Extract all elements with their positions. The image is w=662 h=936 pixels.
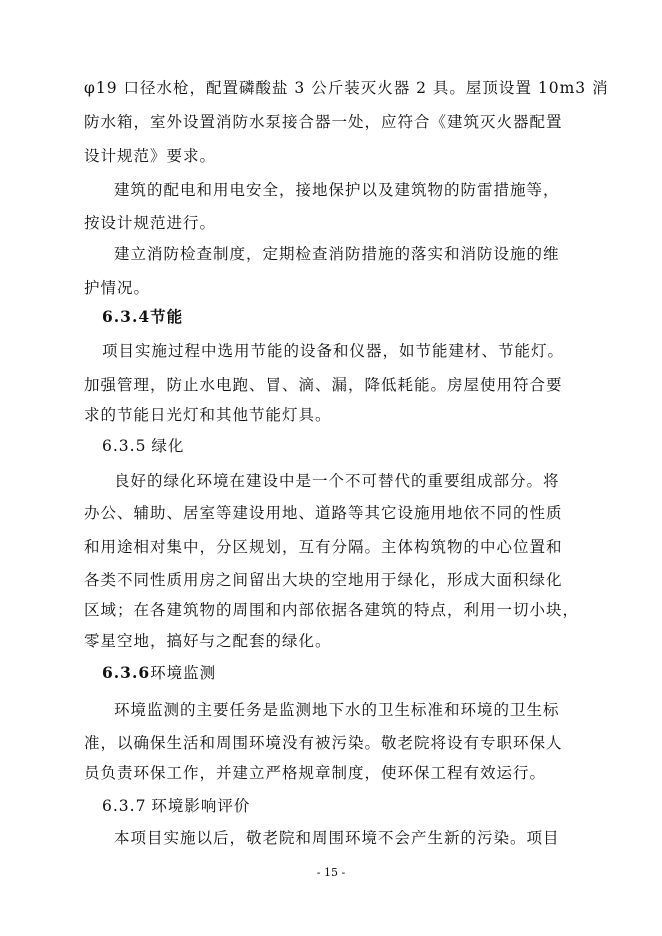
- text-line: 建筑的配电和用电安全，接地保护以及建筑物的防雷措施等，: [114, 181, 560, 199]
- text-line: 项目实施过程中选用节能的设备和仪器，如节能建材、节能灯。: [102, 342, 565, 360]
- section-title: 节能: [150, 307, 184, 326]
- section-number: 6.3.4: [102, 307, 151, 326]
- text-line: 按设计规范进行。: [84, 214, 217, 232]
- text-line: 求的节能日光灯和其他节能灯具。: [84, 406, 332, 424]
- section-heading-6-3-5: [102, 436, 184, 456]
- text-line: 护情况。: [84, 279, 151, 297]
- section-number: 6.3.7: [102, 797, 147, 815]
- text-line: 和用途相对集中，分区规划，互有分隔。主体构筑物的中心位置和: [84, 538, 563, 556]
- section-heading-6-3-7: [102, 796, 250, 816]
- text-line: 各类不同性质用房之间留出大块的空地用于绿化，形成大面积绿化: [84, 571, 563, 589]
- section-heading-6-3-4: [102, 307, 183, 327]
- section-title: 环境影响评价: [151, 797, 251, 815]
- text-line: 良好的绿化环境在建设中是一个不可替代的重要组成部分。将: [114, 472, 560, 490]
- text-line: 办公、辅助、居室等建设用地、道路等其它设施用地依不同的性质: [84, 504, 563, 522]
- text-line: 准，以确保生活和周围环境没有被污染。敬老院将设有专职环保人: [84, 734, 563, 752]
- text-line: 本项目实施以后，敬老院和周围环境不会产生新的污染。项目: [114, 829, 560, 847]
- section-title: 环境监测: [150, 664, 217, 682]
- text-line: 区域；在各建筑物的周围和内部依据各建筑的特点，利用一切小块，: [84, 601, 580, 619]
- text-line: φ19 口径水枪，配置磷酸盐 3 公斤装灭火器 2 具。屋顶设置 10m3 消: [84, 79, 609, 97]
- text-line: 加强管理，防止水电跑、冒、滴、漏，降低耗能。房屋使用符合要: [84, 376, 563, 394]
- text-line: 防水箱，室外设置消防水泵接合器一处，应符合《建筑灭火器配置: [84, 113, 563, 131]
- text-line: 员负责环保工作，并建立严格规章制度，使环保工程有效运行。: [84, 764, 547, 782]
- section-title: 绿化: [151, 437, 185, 455]
- section-number: 6.3.6: [102, 663, 151, 682]
- text-line: 零星空地，搞好与之配套的绿化。: [84, 632, 332, 650]
- section-heading-6-3-6: [102, 663, 216, 683]
- page-number: - 15 -: [316, 866, 346, 879]
- text-line: 建立消防检查制度，定期检查消防措施的落实和消防设施的维: [114, 245, 560, 263]
- section-number: 6.3.5: [102, 437, 147, 455]
- text-line: 设计规范》要求。: [84, 147, 217, 165]
- text-line: 环境监测的主要任务是监测地下水的卫生标准和环境的卫生标: [114, 701, 560, 719]
